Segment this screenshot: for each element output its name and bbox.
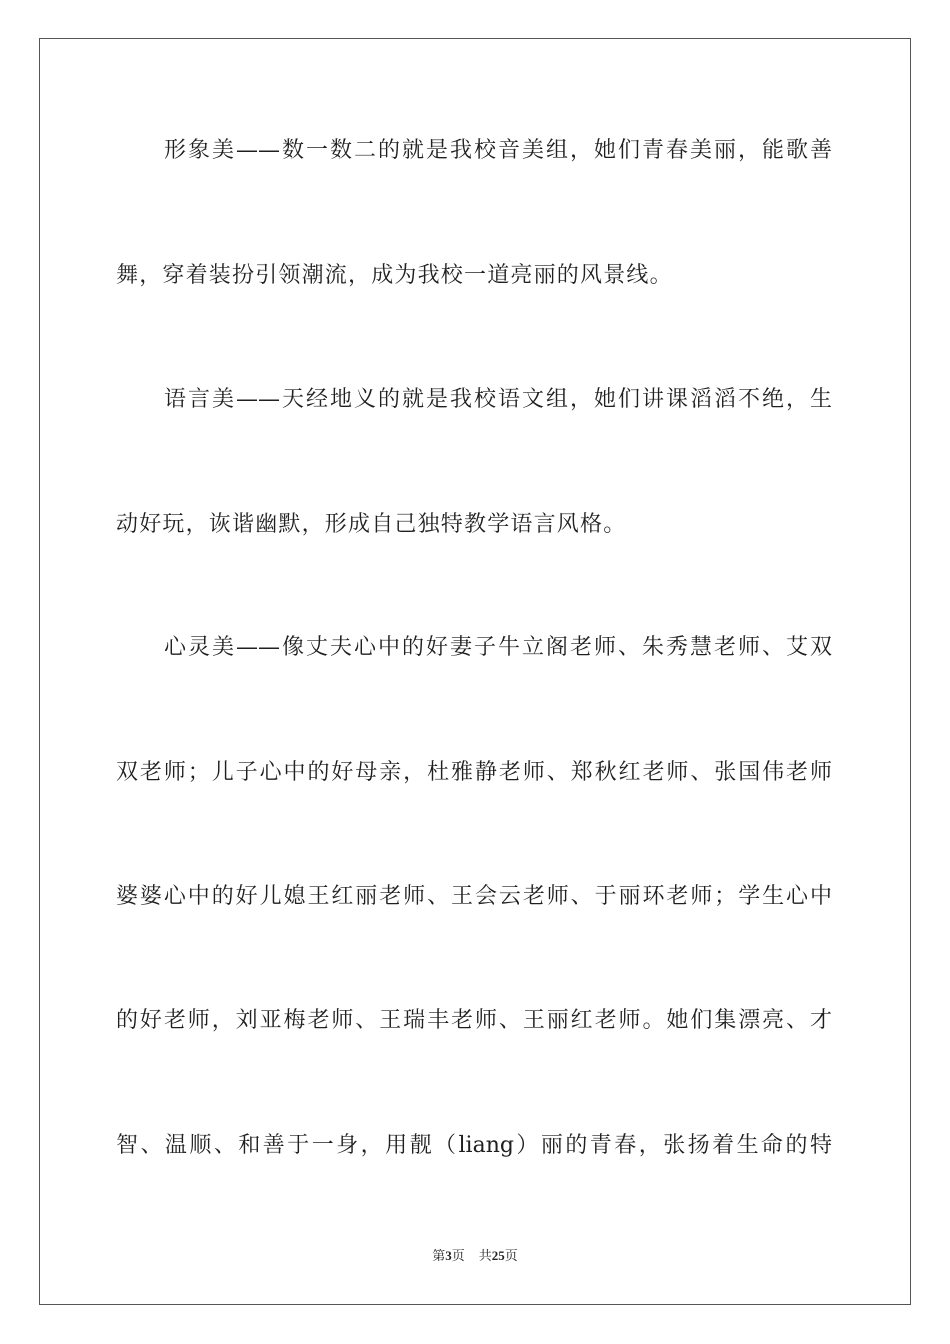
- page-prefix: 第: [432, 1249, 446, 1264]
- page-number: 3: [445, 1248, 452, 1263]
- total-pages: 25: [491, 1248, 505, 1263]
- paragraph-line: 心灵美——像丈夫心中的好妻子牛立阁老师、朱秀慧老师、艾双: [164, 635, 832, 660]
- paragraph-line: 双老师；儿子心中的好母亲，杜雅静老师、郑秋红老师、张国伟老师: [116, 760, 832, 785]
- paragraph-line: 动好玩，诙谐幽默，形成自己独特教学语言风格。: [116, 512, 627, 537]
- page-footer: [0, 1247, 950, 1266]
- page-border: [39, 38, 911, 1305]
- total-prefix: 共: [478, 1249, 492, 1264]
- paragraph-line: 婆婆心中的好儿媳王红丽老师、王会云老师、于丽环老师；学生心中: [116, 884, 832, 909]
- paragraph-line: 语言美——天经地义的就是我校语文组，她们讲课滔滔不绝，生: [164, 387, 832, 412]
- paragraph-line: 智、温顺、和善于一身，用靓（liang）丽的青春，张扬着生命的特: [116, 1133, 832, 1158]
- paragraph-line: 形象美——数一数二的就是我校音美组，她们青春美丽，能歌善: [164, 138, 832, 163]
- total-suffix: 页: [504, 1249, 518, 1264]
- paragraph-line: 舞，穿着装扮引领潮流，成为我校一道亮丽的风景线。: [116, 263, 673, 288]
- paragraph-line: 的好老师，刘亚梅老师、王瑞丰老师、王丽红老师。她们集漂亮、才: [116, 1008, 832, 1033]
- page-suffix: 页: [451, 1249, 465, 1264]
